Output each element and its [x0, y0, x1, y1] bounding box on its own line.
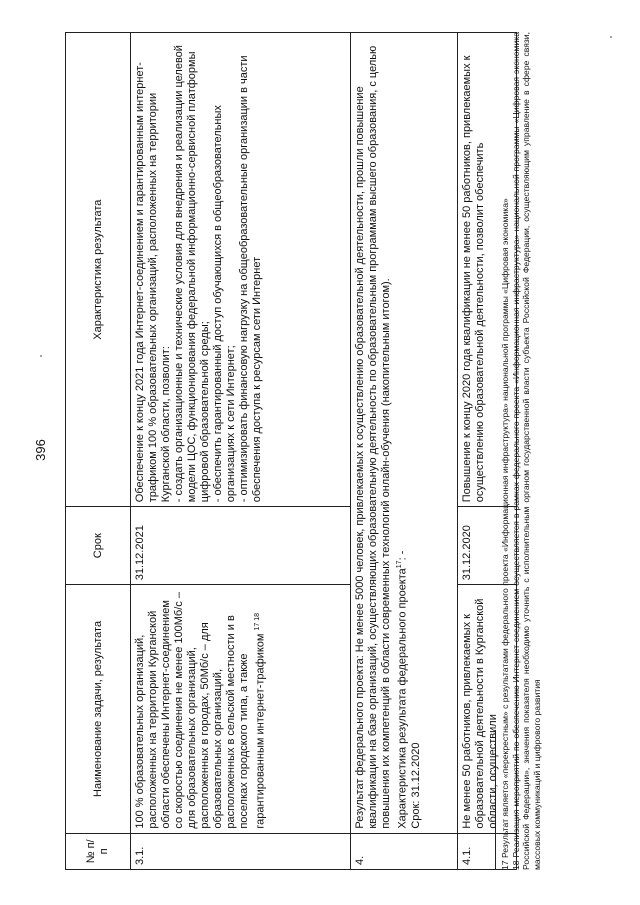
char-line: - оптимизировать финансовую нагрузку на общеобразовательные организации в части обеспечения доступа к ресурсам сети Интернет — [238, 55, 263, 503]
footnote-text: Результат является «перекрестным» с результатами федерального проекта «Информационная инфраструктура» национальной программы «Цифровая экономика» — [500, 198, 510, 859]
row-4-characteristic-label: Характеристика результата федерального проекта — [396, 568, 409, 829]
footnote-rule — [495, 730, 496, 870]
footnote-17 — [500, 32, 511, 870]
footnote-mark: 18 — [510, 860, 521, 870]
rotated-content — [25, 20, 585, 880]
row-4-content — [351, 33, 458, 834]
table-header-row — [66, 33, 131, 870]
char-line: - обеспечить гарантированный доступ обучающихся в общеобразовательных организациях к сети Интернет; — [212, 105, 237, 503]
footnote-mark: 17 — [500, 860, 510, 870]
table-row — [131, 33, 351, 870]
row-4-line: Срок: 31.12.2020 — [409, 742, 422, 829]
header-num: № п/п — [66, 833, 131, 869]
row-4-1-characteristic: Повышение к концу 2020 года квалификации не менее 50 работников, привлекаемых к осуществлению образовательной деятельности, позволит обеспечить — [458, 33, 517, 507]
results-table — [65, 32, 517, 870]
row-4-sup: 17 — [396, 560, 403, 569]
row-4-1-date: 31.12.2020 — [458, 507, 517, 585]
table-row — [351, 33, 458, 870]
row-4-suffix: : - — [396, 550, 409, 561]
char-line: - создать организационные и технические условия для внедрения и реализации целевой модели ЦОС, функционирования федеральной информационно-сервисной платформы цифровой образовательной среды; — [173, 45, 211, 503]
page-number: 396 — [33, 439, 48, 461]
footnotes — [495, 32, 542, 870]
row-3-1-date: 31.12.2021 — [131, 507, 351, 585]
row-4-line-characteristic — [393, 37, 410, 829]
row-4-line: Результат федерального проекта: Не менее 5000 человек, привлекаемых к осуществлению образовательной деятельности, прошли повышение квалификации на базе организаций, осуществляющих образовательную деятельность по образовательным программам высшего образования, с целью повышения их компетенций в области современных технологий онлайн-обучения (накопительным итогом). — [354, 45, 392, 829]
header-name: Наименование задачи, результата — [66, 585, 131, 833]
scan-speck — [610, 36, 612, 38]
header-characteristic: Характеристика результата — [66, 33, 131, 507]
char-line: Обеспечение к концу 2021 года Интернет-соединением и гарантированным интернет-трафиком 100 % образовательных организаций, расположенных на территории Курганской области, позволит: — [134, 62, 172, 503]
row-3-1-name-sup: 17 18 — [254, 612, 261, 631]
row-4-1-num: 4.1. — [458, 833, 517, 869]
row-4-num: 4. — [351, 833, 458, 869]
row-3-1-name-text: 100 % образовательных организаций, расположенных на территории Курганской области обеспечены Интернет-соединением со скоростью соединения не менее 100Мб/с – для образовательных организаций, расположенных в городах, 50Мб/с – для образовательных организаций, расположенных в сельской местности и в поселках городского типа, а также гарантированным интернет-трафиком — [134, 592, 267, 829]
row-3-1-name — [131, 585, 351, 833]
scan-speck — [40, 355, 42, 357]
row-3-1-characteristic — [131, 33, 351, 507]
row-4-1-name: Не менее 50 работников, привлекаемых к образовательной деятельности в Курганской области, осуществили — [458, 585, 517, 833]
footnote-18 — [511, 32, 543, 870]
footnote-text: Реализация мероприятий по обеспечению Интернет-соединением осуществляется в рамках федерального проекта «Информационная инфраструктура» национальной программы «Цифровая экономика Российской Федерации», значения показателя необходимо уточнить с исполнительным органом государственной власти субъекта Российской Федерации, осуществляющим управление в сфере связи, массовых коммуникаций и цифрового развития — [510, 32, 542, 870]
row-3-1-num: 3.1. — [131, 833, 351, 869]
header-date: Срок — [66, 507, 131, 585]
